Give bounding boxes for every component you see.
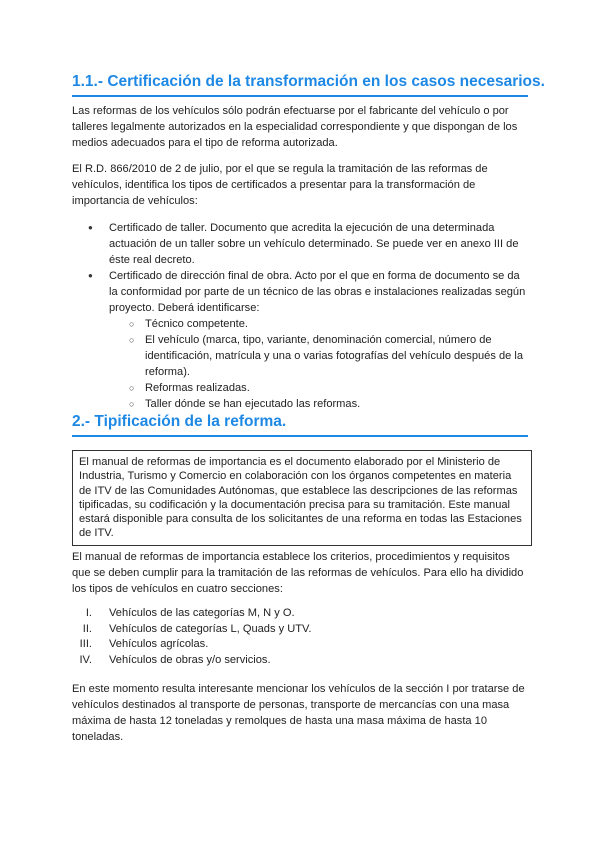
item-text: Vehículos agrícolas. [109, 638, 209, 650]
list-item [72, 220, 530, 268]
sub-bullet-text: Reformas realizadas. [145, 382, 250, 394]
list-item [72, 637, 530, 653]
manual-definition-box: El manual de reformas de importancia es el documento elaborado por el Ministerio de Industria, Turismo y Comercio en colaboración con los órganos competentes en materia de ITV de las Comunidades Autónomas, que establece las descripciones de las reformas tipificadas, su codificación y la documentación precisa para su tramitación. Este manual estará disponible para consulta de los solicitantes de una reforma en todas las Estaciones de ITV. [72, 450, 532, 546]
section-2-paragraph-2: En este momento resulta interesante mencionar los vehículos de la sección I por tratarse de vehículos destinados al transporte de personas, transporte de mercancías con una masa máxima de hasta 12 toneladas y remolques de hasta una masa máxima de hasta 10 toneladas. [72, 683, 525, 743]
list-item [109, 396, 530, 412]
identification-sublist [109, 316, 530, 412]
sub-bullet-text: Técnico competente. [145, 318, 248, 330]
bullet-text: Certificado de taller. Documento que acredita la ejecución de una determinada actuación de un taller sobre un vehículo determinado. Se puede ver en anexo III de éste real decreto. [109, 222, 519, 266]
section-2-paragraph-1: El manual de reformas de importancia establece los criterios, procedimientos y requisitos que se deben cumplir para la tramitación de las reformas de vehículos. Para ello ha dividido los tipos de vehículos en cuatro secciones: [72, 551, 524, 595]
list-item [72, 653, 530, 669]
item-text: Vehículos de las categorías M, N y O. [109, 607, 295, 619]
bullet-text: Certificado de dirección final de obra. Acto por el que en forma de documento se da la conformidad por parte de un técnico de las obras e instalaciones realizadas según proyecto. Deberá identificarse: [109, 270, 526, 314]
section-1-paragraph-1: Las reformas de los vehículos sólo podrán efectuarse por el fabricante del vehículo o por talleres legalmente autorizados en la especialidad correspondiente y que dispongan de los medios adecuados para el tipo de reforma autorizada. [72, 105, 518, 149]
section-2-heading: 2.- Tipificación de la reforma. [72, 412, 528, 437]
certificate-list [72, 220, 530, 412]
section-1-paragraph-2: El R.D. 866/2010 de 2 de julio, por el que se regula la tramitación de las reformas de vehículos, identifica los tipos de certificados a presentar para la transformación de importancia de vehículos: [72, 163, 488, 207]
roman-numeral: III. [79, 638, 92, 650]
list-item [109, 332, 530, 380]
list-item [109, 380, 530, 396]
vehicle-sections-list [72, 606, 530, 668]
sub-bullet-text: Taller dónde se han ejecutado las reformas. [145, 398, 361, 410]
sub-bullet-text: El vehículo (marca, tipo, variante, denominación comercial, número de identificación, matrícula y una o varias fotografías del vehículo después de la reforma). [145, 334, 524, 378]
list-item [109, 316, 530, 332]
item-text: Vehículos de categorías L, Quads y UTV. [109, 622, 312, 635]
list-item [72, 606, 530, 622]
list-item [72, 268, 530, 412]
roman-numeral: II. [82, 622, 92, 635]
roman-numeral: IV. [79, 653, 92, 666]
list-item [72, 622, 530, 638]
section-1-heading: 1.1.- Certificación de la transformación en los casos necesarios. [72, 72, 528, 97]
roman-numeral: I. [85, 607, 92, 619]
item-text: Vehículos de obras y/o servicios. [109, 653, 271, 666]
